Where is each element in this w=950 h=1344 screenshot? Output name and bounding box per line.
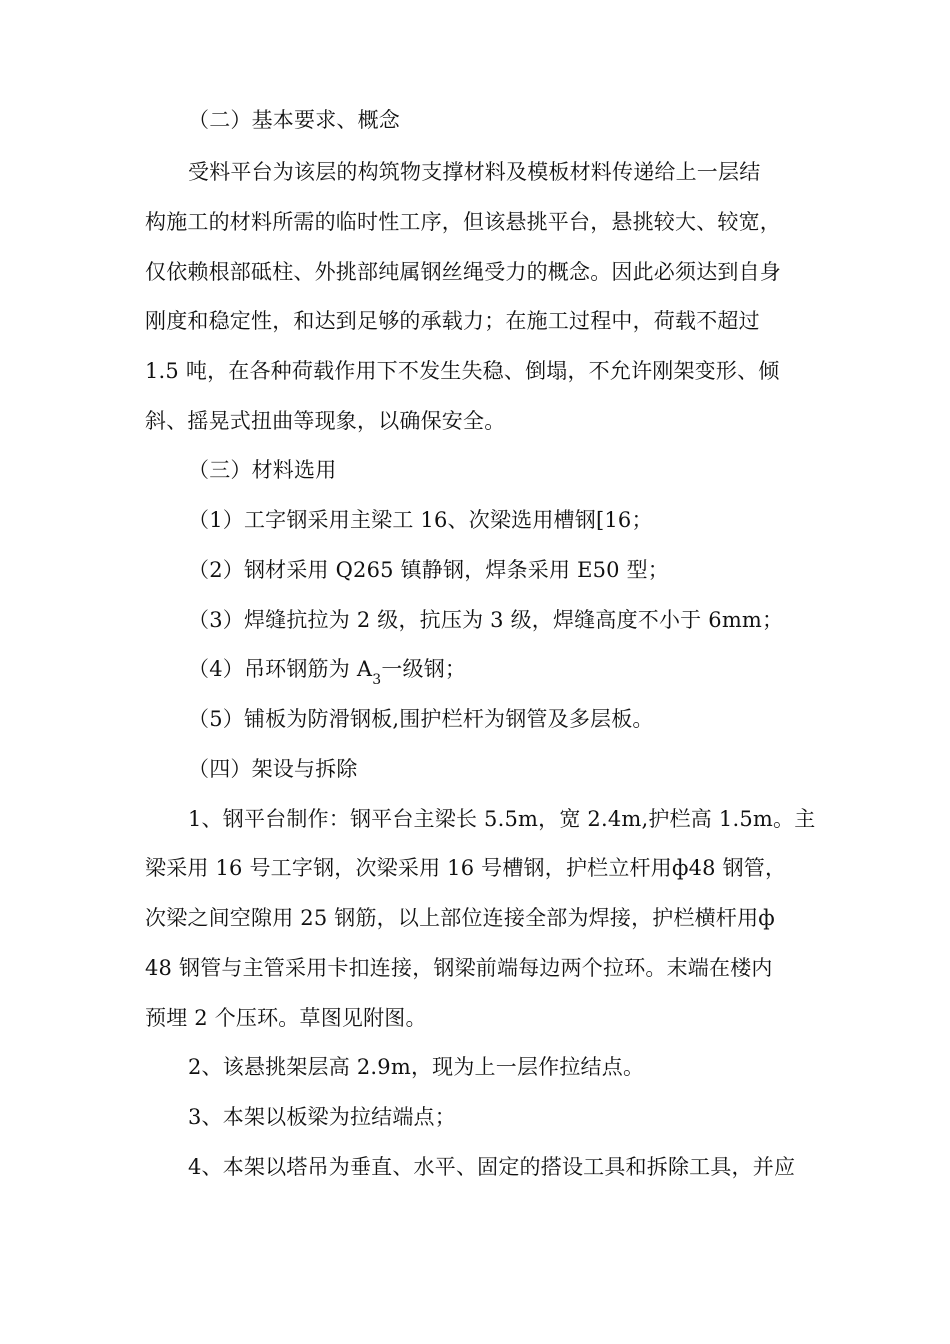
list-item: （2）钢材采用 Q265 镇静钢，焊条采用 E50 型； <box>188 558 670 582</box>
paragraph-line: 受料平台为该层的构筑物支撑材料及模板材料传递给上一层结 <box>188 160 761 184</box>
section-heading-erection-removal: （四）架设与拆除 <box>188 757 358 781</box>
list-item-4 <box>188 655 878 686</box>
list-item: （5）铺板为防滑钢板,围护栏杆为钢管及多层板。 <box>188 707 654 731</box>
paragraph-line: 次梁之间空隙用 25 钢筋，以上部位连接全部为焊接，护栏横杆用ф <box>145 906 775 930</box>
paragraph-line: 仅依赖根部砥柱、外挑部纯属钢丝绳受力的概念。因此必须达到自身 <box>145 260 781 284</box>
paragraph-line: 斜、摇晃式扭曲等现象，以确保安全。 <box>145 409 506 433</box>
paragraph-line: 预埋 2 个压环。草图见附图。 <box>145 1006 427 1030</box>
paragraph-line: 梁采用 16 号工字钢，次梁采用 16 号槽钢，护栏立杆用ф48 钢管， <box>145 856 787 880</box>
paragraph-line: 3、本架以板梁为拉结端点； <box>188 1105 456 1129</box>
section-heading-basic-requirements: （二）基本要求、概念 <box>188 108 400 132</box>
paragraph-line: 1.5 吨，在各种荷载作用下不发生失稳、倒塌，不允许刚架变形、倾 <box>145 359 780 383</box>
paragraph-line: 48 钢管与主管采用卡扣连接，钢梁前端每边两个拉环。末端在楼内 <box>145 956 773 980</box>
paragraph-line: 刚度和稳定性，和达到足够的承载力；在施工过程中，荷载不超过 <box>145 309 760 333</box>
list-item-4-prefix: （4）吊环钢筋为 A <box>188 657 373 681</box>
list-item-4-suffix: 一级钢； <box>381 657 467 681</box>
list-item: （3）焊缝抗拉为 2 级，抗压为 3 级，焊缝高度不小于 6mm； <box>188 608 784 632</box>
paragraph-line: 构施工的材料所需的临时性工序，但该悬挑平台，悬挑较大、较宽， <box>145 210 781 234</box>
paragraph-line: 2、该悬挑架层高 2.9m，现为上一层作拉结点。 <box>188 1055 645 1079</box>
list-item: （1）工字钢采用主梁工 16、次梁选用槽钢[16； <box>188 508 653 532</box>
paragraph-line: 4、本架以塔吊为垂直、水平、固定的搭设工具和拆除工具，并应 <box>188 1155 796 1179</box>
section-heading-materials: （三）材料选用 <box>188 458 337 482</box>
paragraph-line: 1、钢平台制作：钢平台主梁长 5.5m，宽 2.4m,护栏高 1.5m。主 <box>188 807 816 831</box>
list-item-4-subscript: 3 <box>372 672 382 688</box>
